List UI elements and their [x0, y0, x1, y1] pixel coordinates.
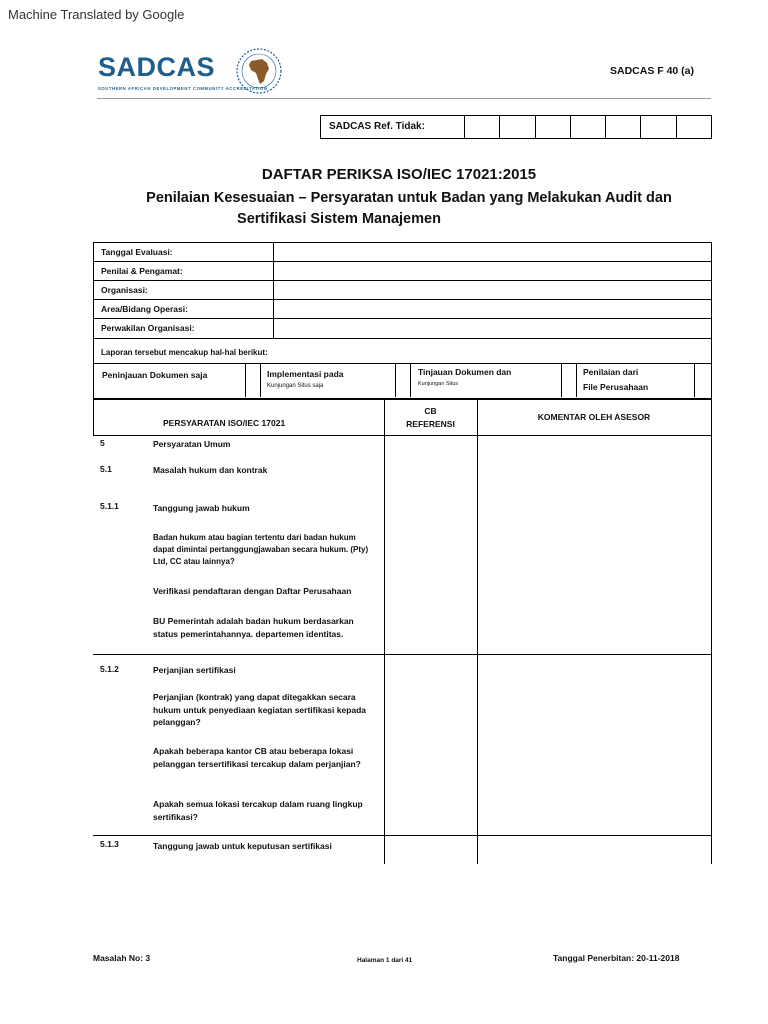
sadcas-ref-box	[320, 115, 712, 139]
sadcas-ref-label: SADCAS Ref. Tidak:	[321, 116, 465, 138]
header-assessor-comment: KOMENTAR OLEH ASESOR	[537, 412, 651, 422]
assessors-field[interactable]	[274, 262, 711, 280]
option-label: Tinjauan Dokumen dan	[418, 367, 512, 377]
header-cb-reference	[384, 406, 477, 429]
info-row-assessors	[94, 262, 711, 281]
info-row-representative	[94, 319, 711, 338]
requirement-text: Masalah hukum dan kontrak	[153, 465, 268, 475]
requirement-text: Tanggung jawab hukum	[153, 503, 250, 513]
option-company-file	[583, 367, 648, 392]
option-sublabel: Kunjungan Situs	[418, 381, 459, 387]
checkbox-company-file[interactable]	[694, 364, 711, 397]
info-label: Organisasi:	[94, 281, 274, 299]
requirement-text: Perjanjian (kontrak) yang dapat ditegakkan secara hukum untuk penyediaan kegiatan sertifikasi kepada pelanggan?	[153, 692, 367, 727]
requirement-text: Badan hukum atau bagian tertentu dari badan hukum dapat dimintai pertanggungjawaban secara hukum. (Pty) Ltd, CC atau lainnya?	[153, 533, 369, 566]
requirement-text: Verifikasi pendaftaran dengan Daftar Perusahaan	[153, 586, 352, 596]
clause-number: 5	[100, 438, 105, 448]
africa-seal-icon	[234, 46, 284, 96]
header-cb-line: CB	[424, 406, 437, 416]
ref-digit-cell[interactable]	[677, 116, 711, 138]
option-site-visit	[267, 369, 344, 389]
ref-digit-cell[interactable]	[641, 116, 676, 138]
info-label: Perwakilan Organisasi:	[94, 319, 274, 338]
ref-digit-cell[interactable]	[606, 116, 641, 138]
form-code: SADCAS F 40 (a)	[610, 65, 695, 77]
checkbox-site-visit[interactable]	[395, 364, 411, 397]
checklist-table	[93, 399, 712, 864]
requirement-text: Apakah semua lokasi tercakup dalam ruang lingkup sertifikasi?	[153, 799, 363, 822]
footer-issue-number: Masalah No: 3	[93, 953, 151, 963]
option-label: Penilaian dari	[583, 367, 639, 377]
ref-digit-cell[interactable]	[536, 116, 571, 138]
row-divider	[93, 835, 712, 836]
header-ref-line: REFERENSI	[406, 419, 455, 429]
machine-translation-banner: Machine Translated by Google	[8, 7, 185, 22]
logo-subtitle: SOUTHERN AFRICAN DEVELOPMENT COMMUNITY ACCREDITATION	[98, 86, 268, 91]
option-label: Implementasi pada	[267, 369, 344, 379]
sadcas-logo	[98, 44, 288, 100]
row-divider	[93, 654, 712, 655]
evaluation-date-field[interactable]	[274, 243, 711, 261]
option-doc-and-site	[418, 367, 511, 387]
requirement-text: Apakah beberapa kantor CB atau beberapa lokasi pelanggan tersertifikasi tercakup dalam perjanjian?	[153, 746, 361, 769]
document-subtitle	[0, 188, 768, 230]
report-scope-label: Laporan tersebut mencakup hal-hal berikut:	[101, 348, 268, 357]
footer-issue-date: Tanggal Penerbitan: 20-11-2018	[553, 953, 680, 963]
footer-page-number: Halaman 1 dari 41	[357, 957, 413, 964]
report-scope-box	[93, 337, 712, 399]
column-divider	[384, 399, 385, 864]
checkbox-doc-and-site[interactable]	[561, 364, 577, 397]
requirement-text: Perjanjian sertifikasi	[153, 665, 236, 675]
area-field[interactable]	[274, 300, 711, 318]
table-top-border	[93, 399, 712, 400]
column-divider	[477, 399, 478, 864]
clause-number: 5.1.1	[100, 501, 119, 511]
info-row-date	[94, 243, 711, 262]
info-row-area	[94, 300, 711, 319]
subtitle-line-2: Sertifikasi Sistem Manajemen	[237, 211, 441, 227]
header-requirements: PERSYARATAN ISO/IEC 17021	[163, 418, 286, 428]
checkbox-document-review[interactable]	[245, 364, 261, 397]
header-divider	[97, 98, 711, 99]
document-title: DAFTAR PERIKSA ISO/IEC 17021:2015	[261, 166, 537, 183]
info-label: Penilai & Pengamat:	[94, 262, 274, 280]
info-row-organisation	[94, 281, 711, 300]
representative-field[interactable]	[274, 319, 711, 338]
option-sublabel: File Perusahaan	[583, 382, 649, 392]
clause-number: 5.1.2	[100, 664, 119, 674]
requirement-text: Tanggung jawab untuk keputusan sertifikasi	[153, 841, 332, 851]
option-document-review	[102, 370, 207, 380]
ref-digit-cell[interactable]	[500, 116, 535, 138]
ref-digit-cell[interactable]	[465, 116, 500, 138]
ref-digit-cell[interactable]	[571, 116, 606, 138]
requirement-text: BU Pemerintah adalah badan hukum berdasarkan status pemerintahannya. departemen identitas.	[153, 616, 354, 639]
table-header-border	[93, 435, 712, 436]
logo-wordmark: SADCAS	[98, 52, 216, 82]
clause-number: 5.1.3	[100, 839, 119, 849]
info-label: Tanggal Evaluasi:	[94, 243, 274, 261]
evaluation-info-table	[93, 242, 712, 339]
requirement-text: Persyaratan Umum	[153, 439, 231, 449]
option-sublabel: Kunjungan Situs saja	[267, 383, 324, 389]
organisation-field[interactable]	[274, 281, 711, 299]
table-right-border	[711, 399, 712, 864]
option-label: Peninjauan Dokumen saja	[102, 370, 208, 380]
subtitle-line-1: Penilaian Kesesuaian – Persyaratan untuk Badan yang Melakukan Audit dan	[146, 190, 672, 206]
clause-number: 5.1	[100, 464, 112, 474]
table-left-border	[93, 399, 94, 435]
info-label: Area/Bidang Operasi:	[94, 300, 274, 318]
